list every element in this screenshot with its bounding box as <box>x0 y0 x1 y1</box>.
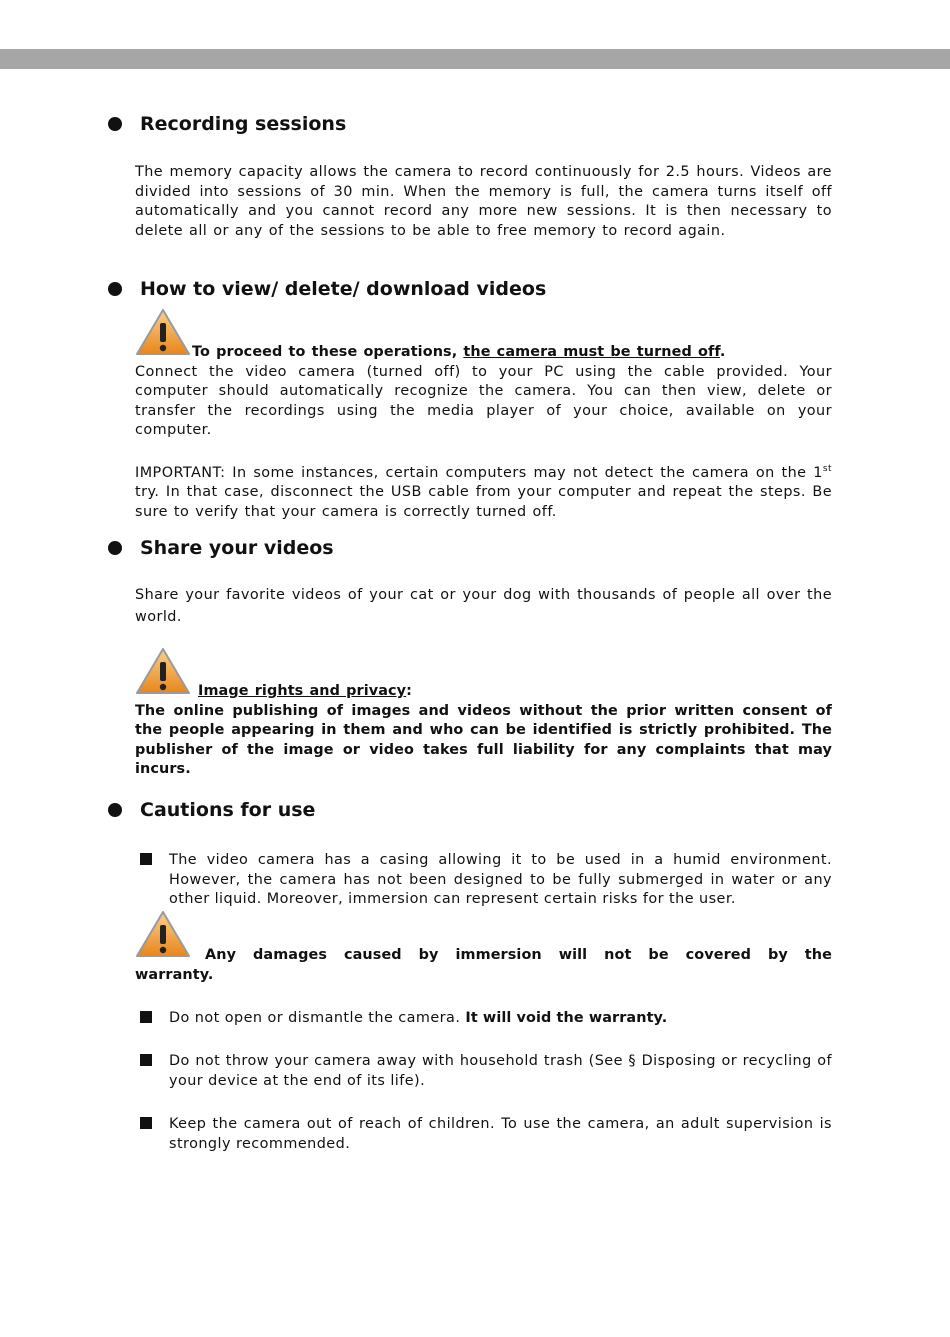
heading-recording-sessions <box>108 113 346 135</box>
warning-lead: To proceed to these operations, <box>192 344 464 360</box>
square-bullet-icon <box>140 1054 152 1066</box>
important-text-b: try. In that case, disconnect the USB cable from your computer and repeat the steps. Be sure to verify that your camera is correctly turned off. <box>135 484 832 520</box>
caution-item-text: Do not throw your camera away with household trash (See § Disposing or recycling of your device at the end of its life). <box>169 1053 832 1089</box>
bullet-icon <box>108 282 122 296</box>
caution-item-text: The video camera has a casing allowing it to be used in a humid environment. However, the camera has not been designed to be fully submerged in water or any other liquid. Moreover, immersion can represent certain risks for the user. <box>169 852 832 907</box>
recording-paragraph: The memory capacity allows the camera to record continuously for 2.5 hours. Videos are divided into sessions of 30 min. When the memory is full, the camera turns itself off automatically and you cannot record any more new sessions. It is then necessary to delete all or any of the sessions to be able to free memory to record again. <box>135 164 832 239</box>
warning-end: . <box>719 344 726 360</box>
heading-text: Recording sessions <box>140 113 347 135</box>
important-note <box>135 460 832 522</box>
caution-item-text: Keep the camera out of reach of children. To use the camera, an adult supervision is strongly recommended. <box>169 1116 832 1152</box>
caution-item-humid <box>140 851 832 910</box>
important-paragraph <box>135 460 832 522</box>
page-header-bar <box>0 49 950 69</box>
caution-item-trash <box>140 1052 832 1091</box>
share-paragraph: Share your favorite videos of your cat or your dog with thousands of people all over the world. <box>135 587 832 625</box>
recording-body <box>135 163 832 241</box>
warning-underlined: the camera must be turned off <box>463 344 720 360</box>
bullet-icon <box>108 803 122 817</box>
heading-cautions <box>108 799 315 821</box>
square-bullet-icon <box>140 1011 152 1023</box>
caution-item-text <box>169 1009 832 1029</box>
square-bullet-icon <box>140 853 152 865</box>
heading-view-delete-download <box>108 278 546 300</box>
immersion-warning-text: Any damages caused by immersion will not be covered by the warranty. <box>135 947 832 983</box>
image-rights-notice <box>135 682 832 780</box>
important-text-a: IMPORTANT: In some instances, certain computers may not detect the camera on the 1 <box>135 464 823 481</box>
view-paragraph: Connect the video camera (turned off) to your PC using the cable provided. Your computer should automatically recognize the camera. You can then view, delete or transfer the recordings using the media player of your choice, available on your computer. <box>135 363 832 438</box>
heading-share-videos <box>108 537 334 559</box>
turn-off-warning <box>135 343 832 363</box>
void-warranty-text: It will void the warranty. <box>465 1010 668 1026</box>
heading-text: Share your videos <box>140 537 334 559</box>
view-section-body <box>135 343 832 441</box>
heading-text: Cautions for use <box>140 799 316 821</box>
immersion-warning <box>135 946 832 985</box>
rights-title-colon: : <box>406 683 413 699</box>
dismantle-text: Do not open or dismantle the camera. <box>169 1010 466 1026</box>
square-bullet-icon <box>140 1117 152 1129</box>
caution-item-children <box>140 1115 832 1154</box>
image-rights-body: The online publishing of images and videos without the prior written consent of the people appearing in them and who can be identified is strictly prohibited. The publisher of the image or video takes full liability for any complaints that may incurs. <box>135 702 832 777</box>
caution-item-dismantle <box>140 1009 832 1029</box>
bullet-icon <box>108 117 122 131</box>
share-body <box>135 584 832 628</box>
bullet-icon <box>108 541 122 555</box>
important-sup: st <box>822 464 832 474</box>
rights-title-text: Image rights and privacy <box>198 683 407 699</box>
image-rights-title <box>135 682 832 702</box>
heading-text: How to view/ delete/ download videos <box>140 278 547 300</box>
